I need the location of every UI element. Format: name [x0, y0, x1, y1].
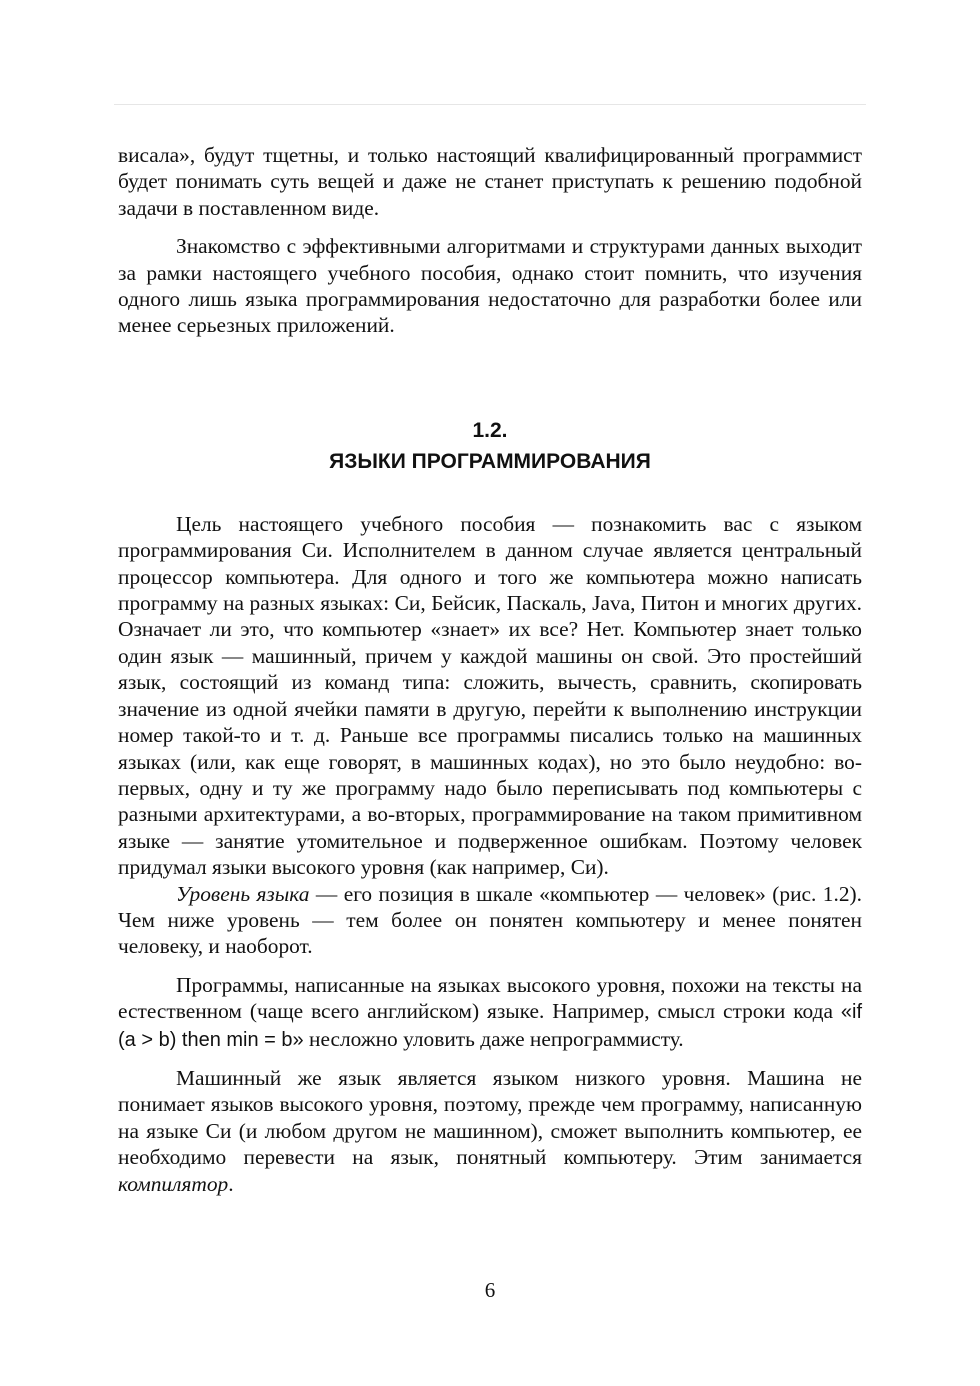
page-number: 6 — [484, 1278, 496, 1302]
section-heading — [118, 415, 862, 477]
text-column — [118, 142, 862, 1197]
body-paragraph-4-text-b: . — [228, 1171, 234, 1196]
code-example: «if (a > b) then min = b» — [118, 1001, 862, 1051]
body-paragraph-3-text-a: Программы, написанные на языках высокого уровня, похожи на тексты на естественном (чаще всего английском) языке. Например, смысл строки кода — [118, 972, 862, 1024]
body-paragraph-4 — [118, 1065, 862, 1197]
body-paragraph-2 — [118, 881, 862, 960]
body-paragraph-3 — [118, 972, 862, 1053]
section-number: 1.2. — [472, 418, 508, 442]
body-paragraph-1: Цель настоящего учебного пособия — познакомить вас с языком программирования Си. Исполнителем в данном случае является центральный процессор компьютера. Для одного и того же компьютера можно написать программу на разных языках: Си, Бейсик, Паскаль, Java, Питон и многих других. Означает ли это, что компьютер «знает» их все? Нет. Компьютер знает только один язык — машинный, причем у каждой машины он свой. Это простейший язык, состоящий из команд типа: сложить, вычесть, сравнить, скопировать значение из одной ячейки памяти в другую, перейти к выполнению инструкции номер такой-то и т. д. Раньше все программы писались только на машинных языках (или, как еще говорят, в машинных кодах), но это было неудобно: во-первых, одну и ту же программу надо было переписывать под компьютеры с разными архитектурами, а во-вторых, программирование на таком примитивном языке — занятие утомительное и подверженное ошибкам. Поэтому человек придумал языки высокого уровня (как например, Си). — [118, 511, 862, 880]
body-paragraph-3-text-b: несложно уловить даже непрограммисту. — [303, 1026, 684, 1051]
intro-paragraph-2: Знакомство с эффективными алгоритмами и структурами данных выходит за рамки настоящего учебного пособия, однако стоит помнить, что изучения одного лишь языка программирования недостаточно для разработки более или менее серьезных приложений. — [118, 234, 862, 338]
intro-paragraph-1: висала», будут тщетны, и только настоящий квалифицированный программист будет понимать суть вещей и даже не станет приступать к решению подобной задачи в поставленном виде. — [118, 143, 862, 220]
body-paragraph-2-text: — его позиция в шкале «компьютер — человек» (рис. 1.2). Чем ниже уровень — тем более он понятен компьютеру и менее понятен человеку, и наоборот. — [118, 881, 863, 959]
term-compiler: компилятор — [118, 1171, 229, 1196]
header-rule — [114, 104, 866, 105]
section-title: ЯЗЫКИ ПРОГРАММИРОВАНИЯ — [329, 449, 651, 473]
body-paragraph-4-text-a: Машинный же язык является языком низкого уровня. Машина не понимает языков высокого уровня, поэтому, прежде чем программу, написанную на языке Си (и любом другом не машинном), сможет выполнить компьютер, ее необходимо перевести на язык, понятный компьютеру. Этим занимается — [118, 1065, 862, 1170]
term-language-level: Уровень языка — [176, 881, 310, 906]
